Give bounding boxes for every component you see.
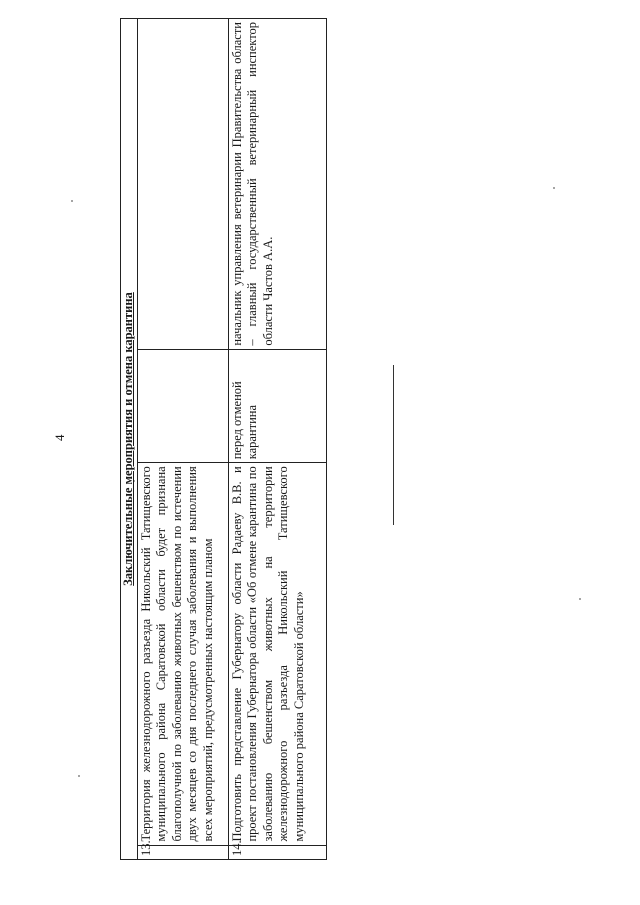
term-cell [137, 349, 228, 463]
plan-table-rotated [120, 18, 338, 860]
section-header-row [121, 19, 138, 860]
responsible-cell [137, 19, 228, 350]
row-number: 13. [137, 845, 228, 859]
scan-speck [78, 775, 80, 777]
measure-cell: Подготовить представление Губернатору области Радаеву В.В. и проект постановления Губернатора области «Об отмене карантина по заболеванию бешенством животных на территории железнодорожного разъезда Никольский Татищевского муниципального района Саратовской области» [228, 463, 326, 845]
scan-speck [553, 187, 555, 189]
responsible-cell: начальник управления ветеринарии Правительства области – главный государственный ветеринарный инспектор области Частов А.А. [228, 19, 326, 350]
page-number: 4 [52, 434, 67, 441]
table-row [137, 19, 228, 860]
term-cell: перед отменой карантина [228, 349, 326, 463]
signature-line [393, 365, 394, 525]
scan-speck [579, 598, 581, 600]
row-number: 14. [228, 845, 326, 859]
scan-speck [71, 200, 73, 202]
plan-table [120, 18, 327, 860]
measure-cell: Территория железнодорожного разъезда Никольский Татищевского муниципального района Саратовской области будет признана благополучной по заболеванию животных бешенством по истечении двух месяцев со дня последнего случая заболевания и выполнения всех мероприятий, предусмотренных настоящим планом [137, 463, 228, 845]
section-title: Заключительные мероприятия и отмена карантина [121, 19, 138, 860]
table-row [228, 19, 326, 860]
